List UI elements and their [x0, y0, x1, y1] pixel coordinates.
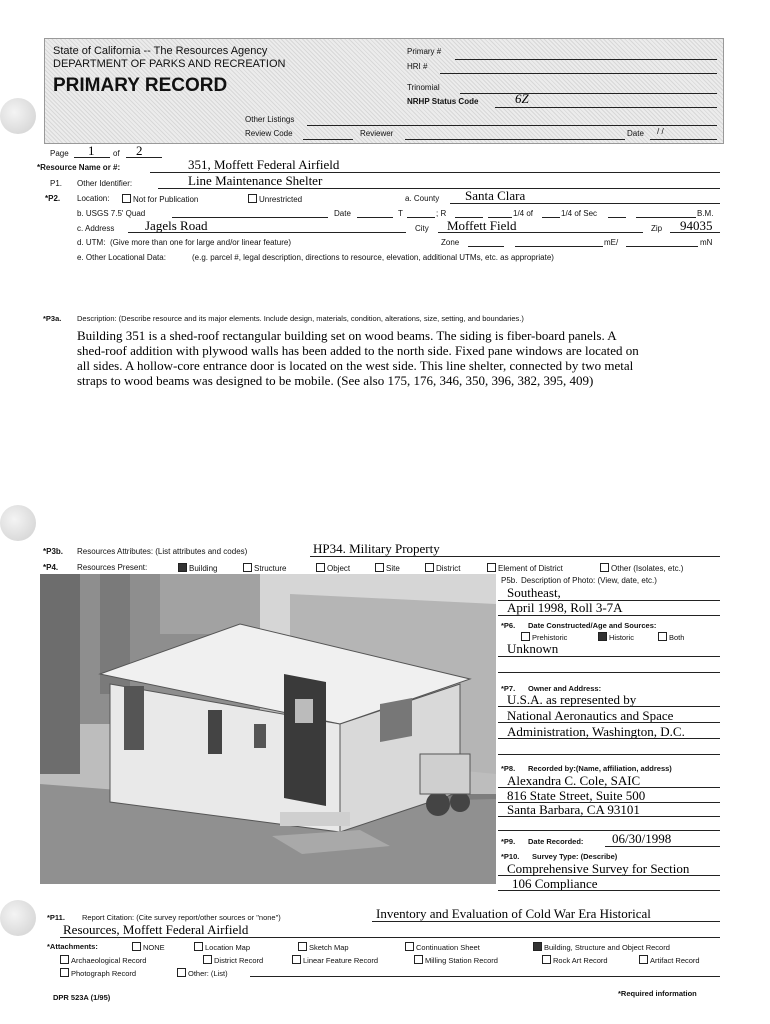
p9-field[interactable] [605, 846, 720, 847]
other-identifier-field[interactable] [158, 188, 720, 189]
checkbox-icon [292, 955, 301, 964]
prehistoric-label: Prehistoric [532, 633, 568, 642]
address-value: Jagels Road [145, 218, 208, 233]
quarter-label: 1/4 of [513, 209, 534, 218]
checked-box-icon [178, 563, 187, 572]
attach-continuation-checkbox[interactable] [405, 942, 480, 952]
p4-prompt: Resources Present: [77, 563, 148, 572]
resource-name-value: 351, Moffett Federal Airfield [188, 157, 340, 172]
object-checkbox[interactable] [316, 563, 350, 573]
object-label: Object [327, 564, 351, 573]
binder-hole-top [0, 98, 36, 134]
checkbox-icon [639, 955, 648, 964]
p8-label: *P8. [501, 764, 516, 773]
attach-none-label: NONE [143, 943, 165, 952]
utm-note: (Give more than one for large and/or linear feature) [110, 238, 291, 247]
section-field[interactable] [608, 217, 626, 218]
checkbox-icon [60, 955, 69, 964]
binder-hole-middle [0, 505, 36, 541]
checked-box-icon [598, 632, 607, 641]
page-current: 1 [88, 143, 95, 158]
historic-checkbox[interactable] [598, 632, 634, 642]
p8-line-4 [498, 830, 720, 831]
reviewer-field[interactable] [405, 139, 625, 140]
p7-line-2 [498, 722, 720, 723]
northing-label: mN [700, 238, 713, 247]
p8-prompt: Recorded by:(Name, affiliation, address) [528, 764, 672, 773]
building-checkbox[interactable] [178, 563, 217, 573]
checkbox-icon [425, 563, 434, 572]
p8-value-2: 816 State Street, Suite 500 [507, 788, 646, 803]
address-field[interactable] [128, 232, 406, 233]
attach-location-map-checkbox[interactable] [194, 942, 250, 952]
form-header [44, 38, 724, 144]
p3b-field[interactable] [310, 556, 720, 557]
date-value: / / [657, 127, 664, 136]
other-isolates-checkbox[interactable] [600, 563, 683, 573]
p7-line-4 [498, 754, 720, 755]
p6-prompt: Date Constructed/Age and Sources: [528, 621, 657, 630]
usgs-date-label: Date [334, 209, 351, 218]
attach-milling-station-label: Milling Station Record [425, 956, 498, 965]
historic-label: Historic [609, 633, 635, 642]
required-note: *Required information [618, 989, 697, 998]
checkbox-icon [203, 955, 212, 964]
p6-line-2 [498, 672, 720, 673]
p5b-label: P5b. [501, 576, 518, 585]
form-id: DPR 523A (1/95) [53, 993, 111, 1002]
primary-field[interactable] [455, 59, 717, 60]
date-field[interactable] [650, 139, 717, 140]
attach-milling-station-checkbox[interactable] [414, 955, 498, 965]
checkbox-icon [405, 942, 414, 951]
p11-line-2 [60, 937, 720, 938]
page-current-line [74, 157, 110, 158]
page-total: 2 [136, 143, 143, 158]
date-label: Date [627, 129, 644, 138]
checkbox-icon [177, 968, 186, 977]
attach-other-checkbox[interactable] [177, 968, 228, 978]
city-field[interactable] [438, 232, 643, 233]
p7-line-1 [498, 706, 720, 707]
attach-photograph-label: Photograph Record [71, 969, 137, 978]
p6-line-1 [498, 656, 720, 657]
trinomial-label: Trinomial [407, 83, 440, 92]
state-agency: State of California -- The Resources Agency [53, 45, 268, 57]
p5b-line-2 [498, 615, 720, 616]
nrhp-field[interactable] [495, 107, 717, 108]
p7-label: *P7. [501, 684, 516, 693]
p11-value-1: Inventory and Evaluation of Cold War Era Historical [376, 906, 651, 921]
p11-prompt: Report Citation: (Cite survey report/other sources or "none") [82, 913, 281, 922]
nrhp-value: 6Z [515, 91, 529, 106]
site-checkbox[interactable] [375, 563, 400, 573]
photo-illustration [40, 574, 496, 884]
checkbox-icon [521, 632, 530, 641]
page-label: Page [50, 149, 69, 158]
attach-photograph-checkbox[interactable] [60, 968, 136, 978]
other-locational-label: e. Other Locational Data: [77, 253, 166, 262]
p2-label: *P2. [45, 194, 61, 203]
northing-field[interactable] [626, 246, 698, 247]
not-for-publication-label: Not for Publication [133, 195, 199, 204]
attach-rock-art-label: Rock Art Record [553, 956, 608, 965]
checkbox-icon [375, 563, 384, 572]
both-checkbox[interactable] [658, 632, 684, 642]
checkbox-icon [298, 942, 307, 951]
attach-artifact-checkbox[interactable] [639, 955, 700, 965]
both-label: Both [669, 633, 685, 642]
zip-field[interactable] [670, 232, 720, 233]
other-isolates-label: Other (Isolates, etc.) [611, 564, 684, 573]
city-value: Moffett Field [447, 218, 517, 233]
resource-name-label: *Resource Name or #: [37, 163, 121, 172]
not-for-publication-checkbox[interactable] [122, 194, 198, 204]
checkbox-icon [60, 968, 69, 977]
checkbox-icon [243, 563, 252, 572]
attach-sketch-map-checkbox[interactable] [298, 942, 349, 952]
other-listings-label: Other Listings [245, 115, 295, 124]
quarter-sec-field[interactable] [542, 217, 560, 218]
zone-field[interactable] [468, 246, 504, 247]
p10-line-2 [498, 890, 720, 891]
usgs-quad-label: b. USGS 7.5' Quad [77, 209, 146, 218]
checked-box-icon [533, 942, 542, 951]
checkbox-icon [600, 563, 609, 572]
p5b-value-1: Southeast, [507, 585, 561, 600]
primary-label: Primary # [407, 47, 442, 56]
p11-label: *P11. [47, 913, 65, 922]
other-identifier-label: Other Identifier: [77, 179, 133, 188]
p10-value-2: 106 Compliance [512, 876, 598, 891]
district-label: District [436, 564, 461, 573]
attach-building-record-checkbox[interactable] [533, 942, 670, 952]
structure-label: Structure [254, 564, 287, 573]
p11-line-1 [372, 921, 720, 922]
checkbox-icon [414, 955, 423, 964]
p7-value-3: Administration, Washington, D.C. [507, 724, 685, 739]
hri-field[interactable] [440, 73, 717, 74]
checkbox-icon [132, 942, 141, 951]
checkbox-icon [487, 563, 496, 572]
attach-rock-art-checkbox[interactable] [542, 955, 608, 965]
attach-continuation-label: Continuation Sheet [416, 943, 480, 952]
page-of-label: of [113, 149, 120, 158]
attach-archaeological-label: Archaeological Record [71, 956, 147, 965]
zip-label: Zip [651, 224, 663, 233]
p5b-value-2: April 1998, Roll 3-7A [507, 600, 623, 615]
p10-value-1: Comprehensive Survey for Section [507, 861, 690, 876]
checkbox-icon [316, 563, 325, 572]
quarter-sec-label: 1/4 of Sec [561, 209, 598, 218]
location-label: Location: [77, 194, 110, 203]
review-code-label: Review Code [245, 129, 293, 138]
checkbox-icon [194, 942, 203, 951]
attach-location-map-label: Location Map [205, 943, 251, 952]
attach-archaeological-checkbox[interactable] [60, 955, 146, 965]
form-title: PRIMARY RECORD [53, 75, 228, 96]
other-identifier-value: Line Maintenance Shelter [188, 173, 323, 188]
attach-linear-feature-checkbox[interactable] [292, 955, 378, 965]
p3b-value: HP34. Military Property [313, 541, 440, 556]
attach-artifact-label: Artifact Record [650, 956, 700, 965]
easting-field[interactable] [515, 246, 603, 247]
description-line: straps to wood beams was designed to be mobile. (See also 175, 176, 346, 350, 396, 382, 395, 409) [77, 373, 594, 388]
p9-value: 06/30/1998 [612, 831, 672, 846]
attach-linear-feature-label: Linear Feature Record [303, 956, 379, 965]
p7-value-1: U.S.A. as represented by [507, 692, 637, 707]
p7-line-3 [498, 738, 720, 739]
p8-value-1: Alexandra C. Cole, SAIC [507, 773, 641, 788]
p10-label: *P10. [501, 852, 520, 861]
structure-checkbox[interactable] [243, 563, 286, 573]
binder-hole-bottom [0, 900, 36, 936]
p8-value-3: Santa Barbara, CA 93101 [507, 802, 640, 817]
description-line: Building 351 is a shed-roof rectangular building set on wood beams. The siding is fiber-board panels. A [77, 328, 617, 343]
p3a-prompt: Description: (Describe resource and its major elements. Include design, materials, condition, alterations, size, setting, and boundaries.) [77, 314, 524, 323]
usgs-date-field[interactable] [357, 217, 393, 218]
p9-label: *P9. [501, 837, 516, 846]
township-label: T [398, 209, 403, 218]
p10-prompt: Survey Type: (Describe) [532, 852, 618, 861]
trinomial-field[interactable] [460, 93, 717, 94]
city-label: City [415, 224, 429, 233]
county-value: Santa Clara [465, 188, 526, 203]
zone-label: Zone [441, 238, 460, 247]
p1-label: P1. [50, 179, 63, 188]
range-label: ; R [436, 209, 447, 218]
attachments-label: *Attachments: [47, 942, 98, 951]
attach-sketch-map-label: Sketch Map [309, 943, 349, 952]
attach-district-record-label: District Record [214, 956, 264, 965]
base-meridian-label: B.M. [697, 209, 714, 218]
p7-prompt: Owner and Address: [528, 684, 602, 693]
element-of-district-checkbox[interactable] [487, 563, 563, 573]
p5b-prompt: Description of Photo: (View, date, etc.) [521, 576, 657, 585]
utm-label: d. UTM: [77, 238, 106, 247]
township-field[interactable] [407, 217, 435, 218]
county-field[interactable] [450, 203, 720, 204]
unrestricted-label: Unrestricted [259, 195, 303, 204]
site-label: Site [386, 564, 400, 573]
description-text [77, 328, 639, 388]
page-total-line [126, 157, 162, 158]
easting-label: mE/ [604, 238, 619, 247]
reviewer-label: Reviewer [360, 129, 394, 138]
address-label: c. Address [77, 224, 115, 233]
p11-value-2: Resources, Moffett Federal Airfield [63, 922, 249, 937]
attach-none-checkbox[interactable] [132, 942, 165, 952]
checkbox-icon [122, 194, 131, 203]
unrestricted-checkbox[interactable] [248, 194, 302, 204]
zip-value: 94035 [680, 218, 713, 233]
attach-building-record-label: Building, Structure and Object Record [544, 943, 670, 952]
p8-line-3 [498, 816, 720, 817]
department-name: DEPARTMENT OF PARKS AND RECREATION [53, 58, 286, 70]
p3b-label: *P3b. [43, 547, 64, 556]
p9-prompt: Date Recorded: [528, 837, 584, 846]
district-checkbox[interactable] [425, 563, 460, 573]
p3b-prompt: Resources Attributes: (List attributes and codes) [77, 547, 248, 556]
attach-district-record-checkbox[interactable] [203, 955, 263, 965]
p6-value: Unknown [507, 641, 559, 656]
checkbox-icon [658, 632, 667, 641]
building-photograph [40, 574, 496, 884]
p3a-label: *P3a. [43, 314, 62, 323]
review-code-field[interactable] [303, 139, 353, 140]
description-line: shed-roof addition with plywood walls has been added to the north side. Fixed pane windows are located on [77, 343, 639, 358]
other-listings-field[interactable] [307, 125, 717, 126]
building-label: Building [189, 564, 218, 573]
attach-other-label: Other: (List) [188, 969, 228, 978]
checkbox-icon [542, 955, 551, 964]
other-locational-note: (e.g. parcel #, legal description, directions to resource, elevation, additional UTMs, etc. as appropriate) [192, 253, 554, 262]
attach-other-field[interactable] [250, 976, 720, 977]
p4-label: *P4. [43, 563, 59, 572]
description-line: all sides. A hollow-core entrance door is located on the west side. This line shelter, connected by two metal [77, 358, 634, 373]
nrhp-label: NRHP Status Code [407, 97, 479, 106]
element-of-district-label: Element of District [498, 564, 563, 573]
checkbox-icon [248, 194, 257, 203]
county-label: a. County [405, 194, 440, 203]
hri-label: HRI # [407, 62, 428, 71]
p6-label: *P6. [501, 621, 516, 630]
p7-value-2: National Aeronautics and Space [507, 708, 674, 723]
